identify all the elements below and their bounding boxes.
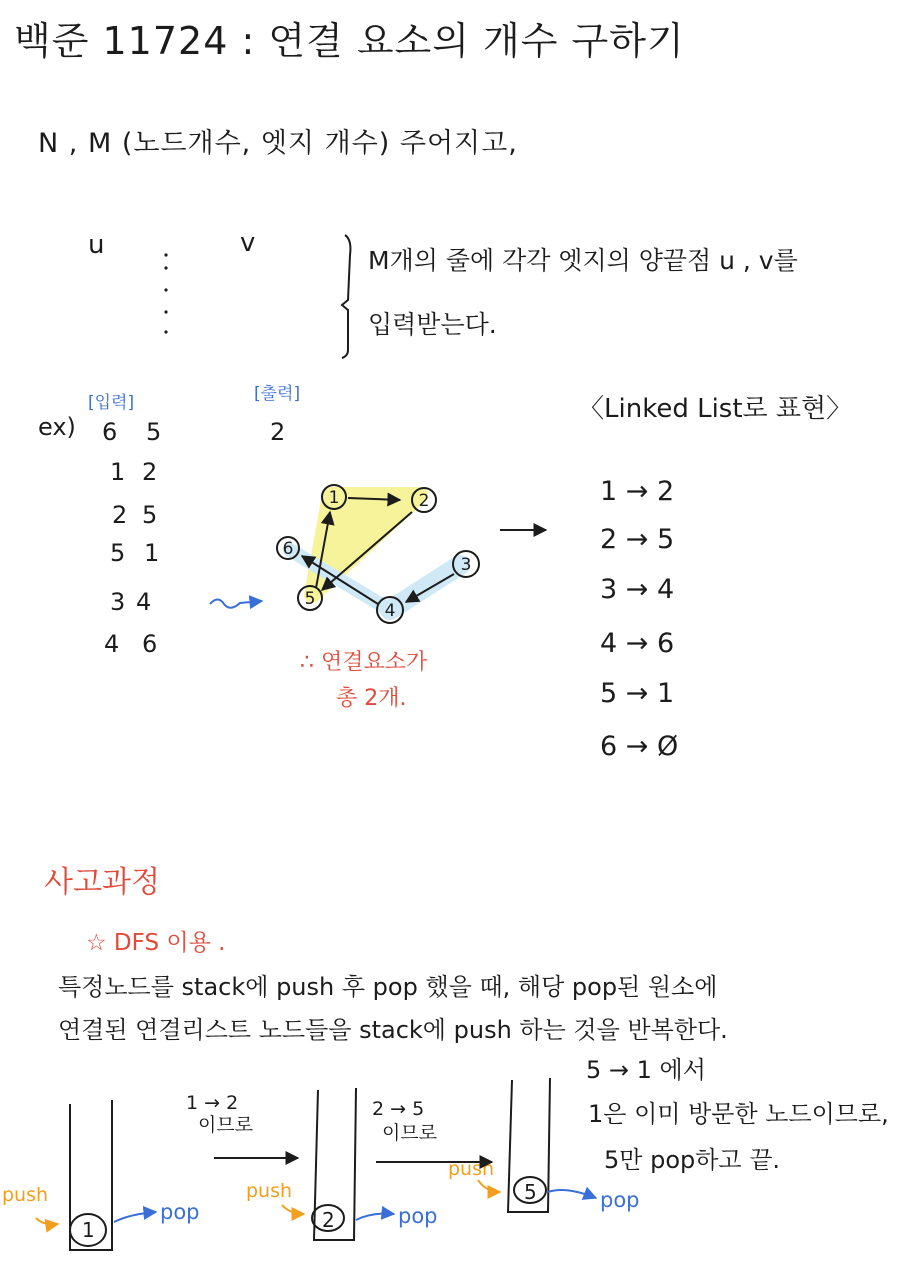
- stack-value-circles: [70, 1177, 546, 1246]
- note-line-2: 1은 이미 방문한 노드이므로,: [588, 1100, 889, 1128]
- step-1-bottom: 이므로: [198, 1114, 254, 1136]
- thinking-header: 사고과정: [44, 865, 160, 900]
- linked-list-row-1: 1 → 2: [600, 476, 675, 507]
- page-title: 백준 11724 : 연결 요소의 개수 구하기: [14, 19, 685, 63]
- push-label-3: push: [448, 1158, 495, 1180]
- input-row-4-b: 4: [136, 588, 152, 616]
- explanation-line-2: 연결된 연결리스트 노드들을 stack에 push 하는 것을 반복한다.: [58, 1016, 728, 1044]
- input-tag: [입력]: [88, 393, 135, 413]
- push-arrow-2: [282, 1205, 304, 1214]
- pop-arrow-3: [548, 1190, 596, 1198]
- stack-3-value: 5: [524, 1180, 537, 1204]
- node-6: 6: [282, 539, 294, 559]
- stack-2-value: 2: [322, 1208, 335, 1232]
- v-label: v: [240, 228, 256, 258]
- linked-list-row-4: 4 → 6: [600, 628, 675, 659]
- node-1: 1: [328, 488, 340, 508]
- input-row-0-a: 6: [102, 418, 118, 446]
- input-row-3-b: 1: [144, 539, 160, 567]
- linked-list-row-5: 5 → 1: [600, 678, 675, 709]
- node-2: 2: [418, 491, 430, 511]
- input-row-5-a: 4: [104, 630, 120, 658]
- u-label: u: [88, 230, 105, 260]
- output-value: 2: [270, 418, 286, 446]
- pop-label-1: pop: [160, 1200, 200, 1224]
- pop-label-3: pop: [600, 1188, 640, 1212]
- node-3: 3: [460, 555, 472, 575]
- step-2-bottom: 이므로: [382, 1122, 438, 1144]
- linked-list-row-6: 6 → Ø: [600, 731, 679, 762]
- squiggle-arrow: [210, 600, 262, 608]
- input-row-0-b: 5: [146, 418, 162, 446]
- push-label-1: push: [2, 1184, 49, 1206]
- ex-label: ex): [38, 413, 76, 441]
- input-row-2-b: 5: [142, 501, 158, 529]
- stack-1-value: 1: [82, 1218, 95, 1242]
- input-row-5-b: 6: [142, 630, 158, 658]
- pop-arrow-2: [356, 1214, 394, 1220]
- brace: [342, 235, 350, 358]
- problem-intro: N , M (노드개수, 엣지 개수) 주어지고,: [38, 128, 518, 159]
- pop-arrow-1: [114, 1212, 156, 1222]
- explanation-line-1: 특정노드를 stack에 push 후 pop 했을 때, 해당 pop된 원소에: [58, 973, 718, 1001]
- note-line-1: 5 → 1 에서: [586, 1056, 706, 1084]
- output-tag: [출력]: [254, 384, 301, 404]
- row-ellipsis: [164, 253, 167, 333]
- input-format-line-2: 입력받는다.: [368, 310, 497, 339]
- node-4: 4: [384, 601, 396, 621]
- note-line-3: 5만 pop하고 끝.: [604, 1146, 781, 1174]
- input-row-2-a: 2: [112, 501, 128, 529]
- input-row-1-b: 2: [142, 458, 158, 486]
- dfs-note: ☆ DFS 이용 .: [86, 930, 226, 956]
- push-arrow-1: [36, 1218, 58, 1224]
- conclusion-line-1: ∴ 연결요소가: [300, 650, 428, 675]
- linked-list-header: 〈Linked List로 표현〉: [578, 394, 853, 424]
- push-arrow-3: [478, 1180, 500, 1192]
- linked-list-row-3: 3 → 4: [600, 574, 675, 605]
- node-5: 5: [304, 589, 316, 609]
- input-row-1-a: 1: [110, 458, 126, 486]
- stacks: [70, 1078, 550, 1250]
- step-1-top: 1 → 2: [186, 1092, 239, 1114]
- input-row-4-a: 3: [110, 588, 126, 616]
- conclusion-line-2: 총 2개.: [336, 686, 407, 711]
- step-2-top: 2 → 5: [372, 1098, 425, 1120]
- input-row-3-a: 5: [110, 539, 126, 567]
- push-label-2: push: [246, 1180, 293, 1202]
- input-format-line-1: M개의 줄에 각각 엣지의 양끝점 u , v를: [368, 246, 798, 275]
- linked-list-row-2: 2 → 5: [600, 524, 675, 555]
- pop-label-2: pop: [398, 1204, 438, 1228]
